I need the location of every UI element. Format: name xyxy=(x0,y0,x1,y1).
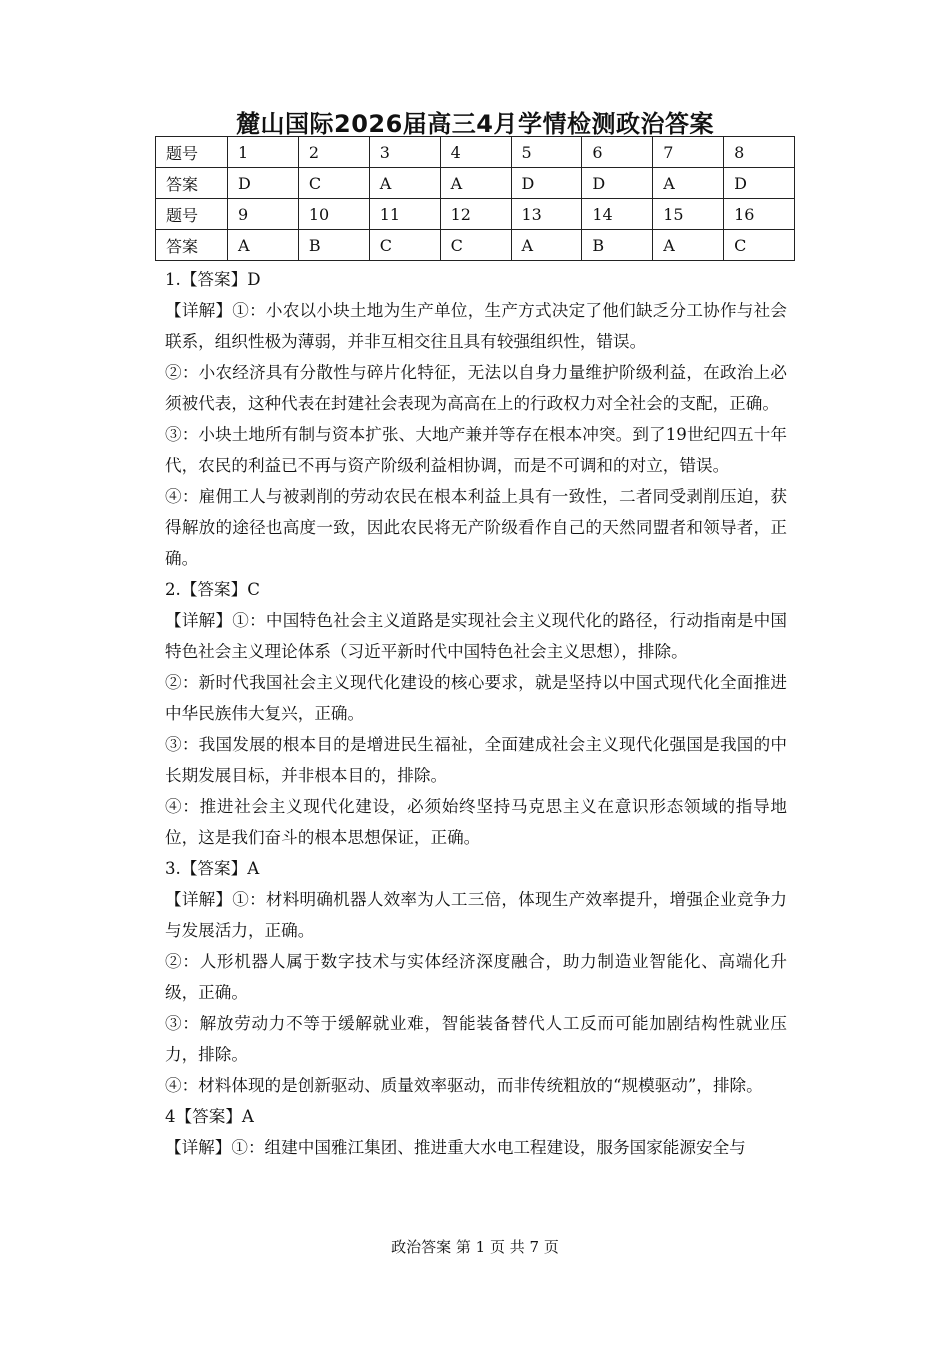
table-cell: 14 xyxy=(582,199,653,230)
paragraph: ③：小块土地所有制与资本扩张、大地产兼并等存在根本冲突。到了19世纪四五十年代，农民的利益已不再与资产阶级利益相协调，而是不可调和的对立，错误。 xyxy=(165,425,787,475)
paragraph: 2.【答案】C xyxy=(165,580,260,599)
table-row xyxy=(156,230,795,261)
paragraph: 【详解】①：材料明确机器人效率为人工三倍，体现生产效率提升，增强企业竞争力与发展活力，正确。 xyxy=(165,890,787,940)
table-cell: D xyxy=(228,168,299,199)
paragraph: ②：新时代我国社会主义现代化建设的核心要求，就是坚持以中国式现代化全面推进中华民族伟大复兴，正确。 xyxy=(165,673,787,723)
table-cell: 8 xyxy=(724,137,795,168)
table-cell: 13 xyxy=(511,199,582,230)
row-header: 答案 xyxy=(156,168,228,199)
table-cell: 15 xyxy=(653,199,724,230)
table-cell: 5 xyxy=(511,137,582,168)
row-header: 题号 xyxy=(156,137,228,168)
table-cell: A xyxy=(369,168,440,199)
table-cell: B xyxy=(298,230,369,261)
paragraph: 1.【答案】D xyxy=(165,270,261,289)
table-cell: 1 xyxy=(228,137,299,168)
table-cell: D xyxy=(582,168,653,199)
table-cell: 11 xyxy=(369,199,440,230)
page-footer: 政治答案 第 1 页 共 7 页 xyxy=(391,1238,559,1256)
table-cell: D xyxy=(724,168,795,199)
table-cell: 4 xyxy=(440,137,511,168)
table-cell: A xyxy=(511,230,582,261)
row-header: 题号 xyxy=(156,199,228,230)
table-cell: B xyxy=(582,230,653,261)
paragraph: ④：推进社会主义现代化建设，必须始终坚持马克思主义在意识形态领域的指导地位，这是我们奋斗的根本思想保证，正确。 xyxy=(165,797,787,847)
row-header: 答案 xyxy=(156,230,228,261)
table-cell: A xyxy=(440,168,511,199)
answer-explanations xyxy=(165,264,787,1163)
paragraph: ②：人形机器人属于数字技术与实体经济深度融合，助力制造业智能化、高端化升级，正确。 xyxy=(165,952,787,1002)
paragraph: 【详解】①：中国特色社会主义道路是实现社会主义现代化的路径，行动指南是中国特色社会主义理论体系（习近平新时代中国特色社会主义思想），排除。 xyxy=(165,611,787,661)
paragraph: ②：小农经济具有分散性与碎片化特征，无法以自身力量维护阶级利益，在政治上必须被代表，这种代表在封建社会表现为高高在上的行政权力对全社会的支配，正确。 xyxy=(165,363,787,413)
table-cell: C xyxy=(369,230,440,261)
table-cell: C xyxy=(724,230,795,261)
table-row xyxy=(156,168,795,199)
table-cell: 2 xyxy=(298,137,369,168)
table-cell: 16 xyxy=(724,199,795,230)
paragraph: 【详解】①：小农以小块土地为生产单位，生产方式决定了他们缺乏分工协作与社会联系，组织性极为薄弱，并非互相交往且具有较强组织性，错误。 xyxy=(165,301,787,351)
table-row xyxy=(156,137,795,168)
table-row xyxy=(156,199,795,230)
table-cell: C xyxy=(298,168,369,199)
table-cell: D xyxy=(511,168,582,199)
page-title: 麓山国际2026届高三4月学情检测政治答案 xyxy=(236,110,714,138)
table-cell: 9 xyxy=(228,199,299,230)
table-cell: 3 xyxy=(369,137,440,168)
paragraph: ④：材料体现的是创新驱动、质量效率驱动，而非传统粗放的“规模驱动”，排除。 xyxy=(165,1076,763,1095)
paragraph: ③：解放劳动力不等于缓解就业难，智能装备替代人工反而可能加剧结构性就业压力，排除。 xyxy=(165,1014,787,1064)
paragraph: 【详解】①：组建中国雅江集团、推进重大水电工程建设，服务国家能源安全与 xyxy=(165,1138,746,1157)
table-cell: 12 xyxy=(440,199,511,230)
paragraph: ④：雇佣工人与被剥削的劳动农民在根本利益上具有一致性，二者同受剥削压迫，获得解放的途径也高度一致，因此农民将无产阶级看作自己的天然同盟者和领导者，正确。 xyxy=(165,487,787,568)
table-cell: A xyxy=(653,168,724,199)
table-cell: C xyxy=(440,230,511,261)
paragraph: 4【答案】A xyxy=(165,1107,254,1126)
answer-table xyxy=(155,136,795,261)
table-cell: 6 xyxy=(582,137,653,168)
table-cell: 10 xyxy=(298,199,369,230)
table-cell: A xyxy=(653,230,724,261)
paragraph: 3.【答案】A xyxy=(165,859,260,878)
paragraph: ③：我国发展的根本目的是增进民生福祉，全面建成社会主义现代化强国是我国的中长期发展目标，并非根本目的，排除。 xyxy=(165,735,787,785)
table-cell: 7 xyxy=(653,137,724,168)
table-cell: A xyxy=(228,230,299,261)
